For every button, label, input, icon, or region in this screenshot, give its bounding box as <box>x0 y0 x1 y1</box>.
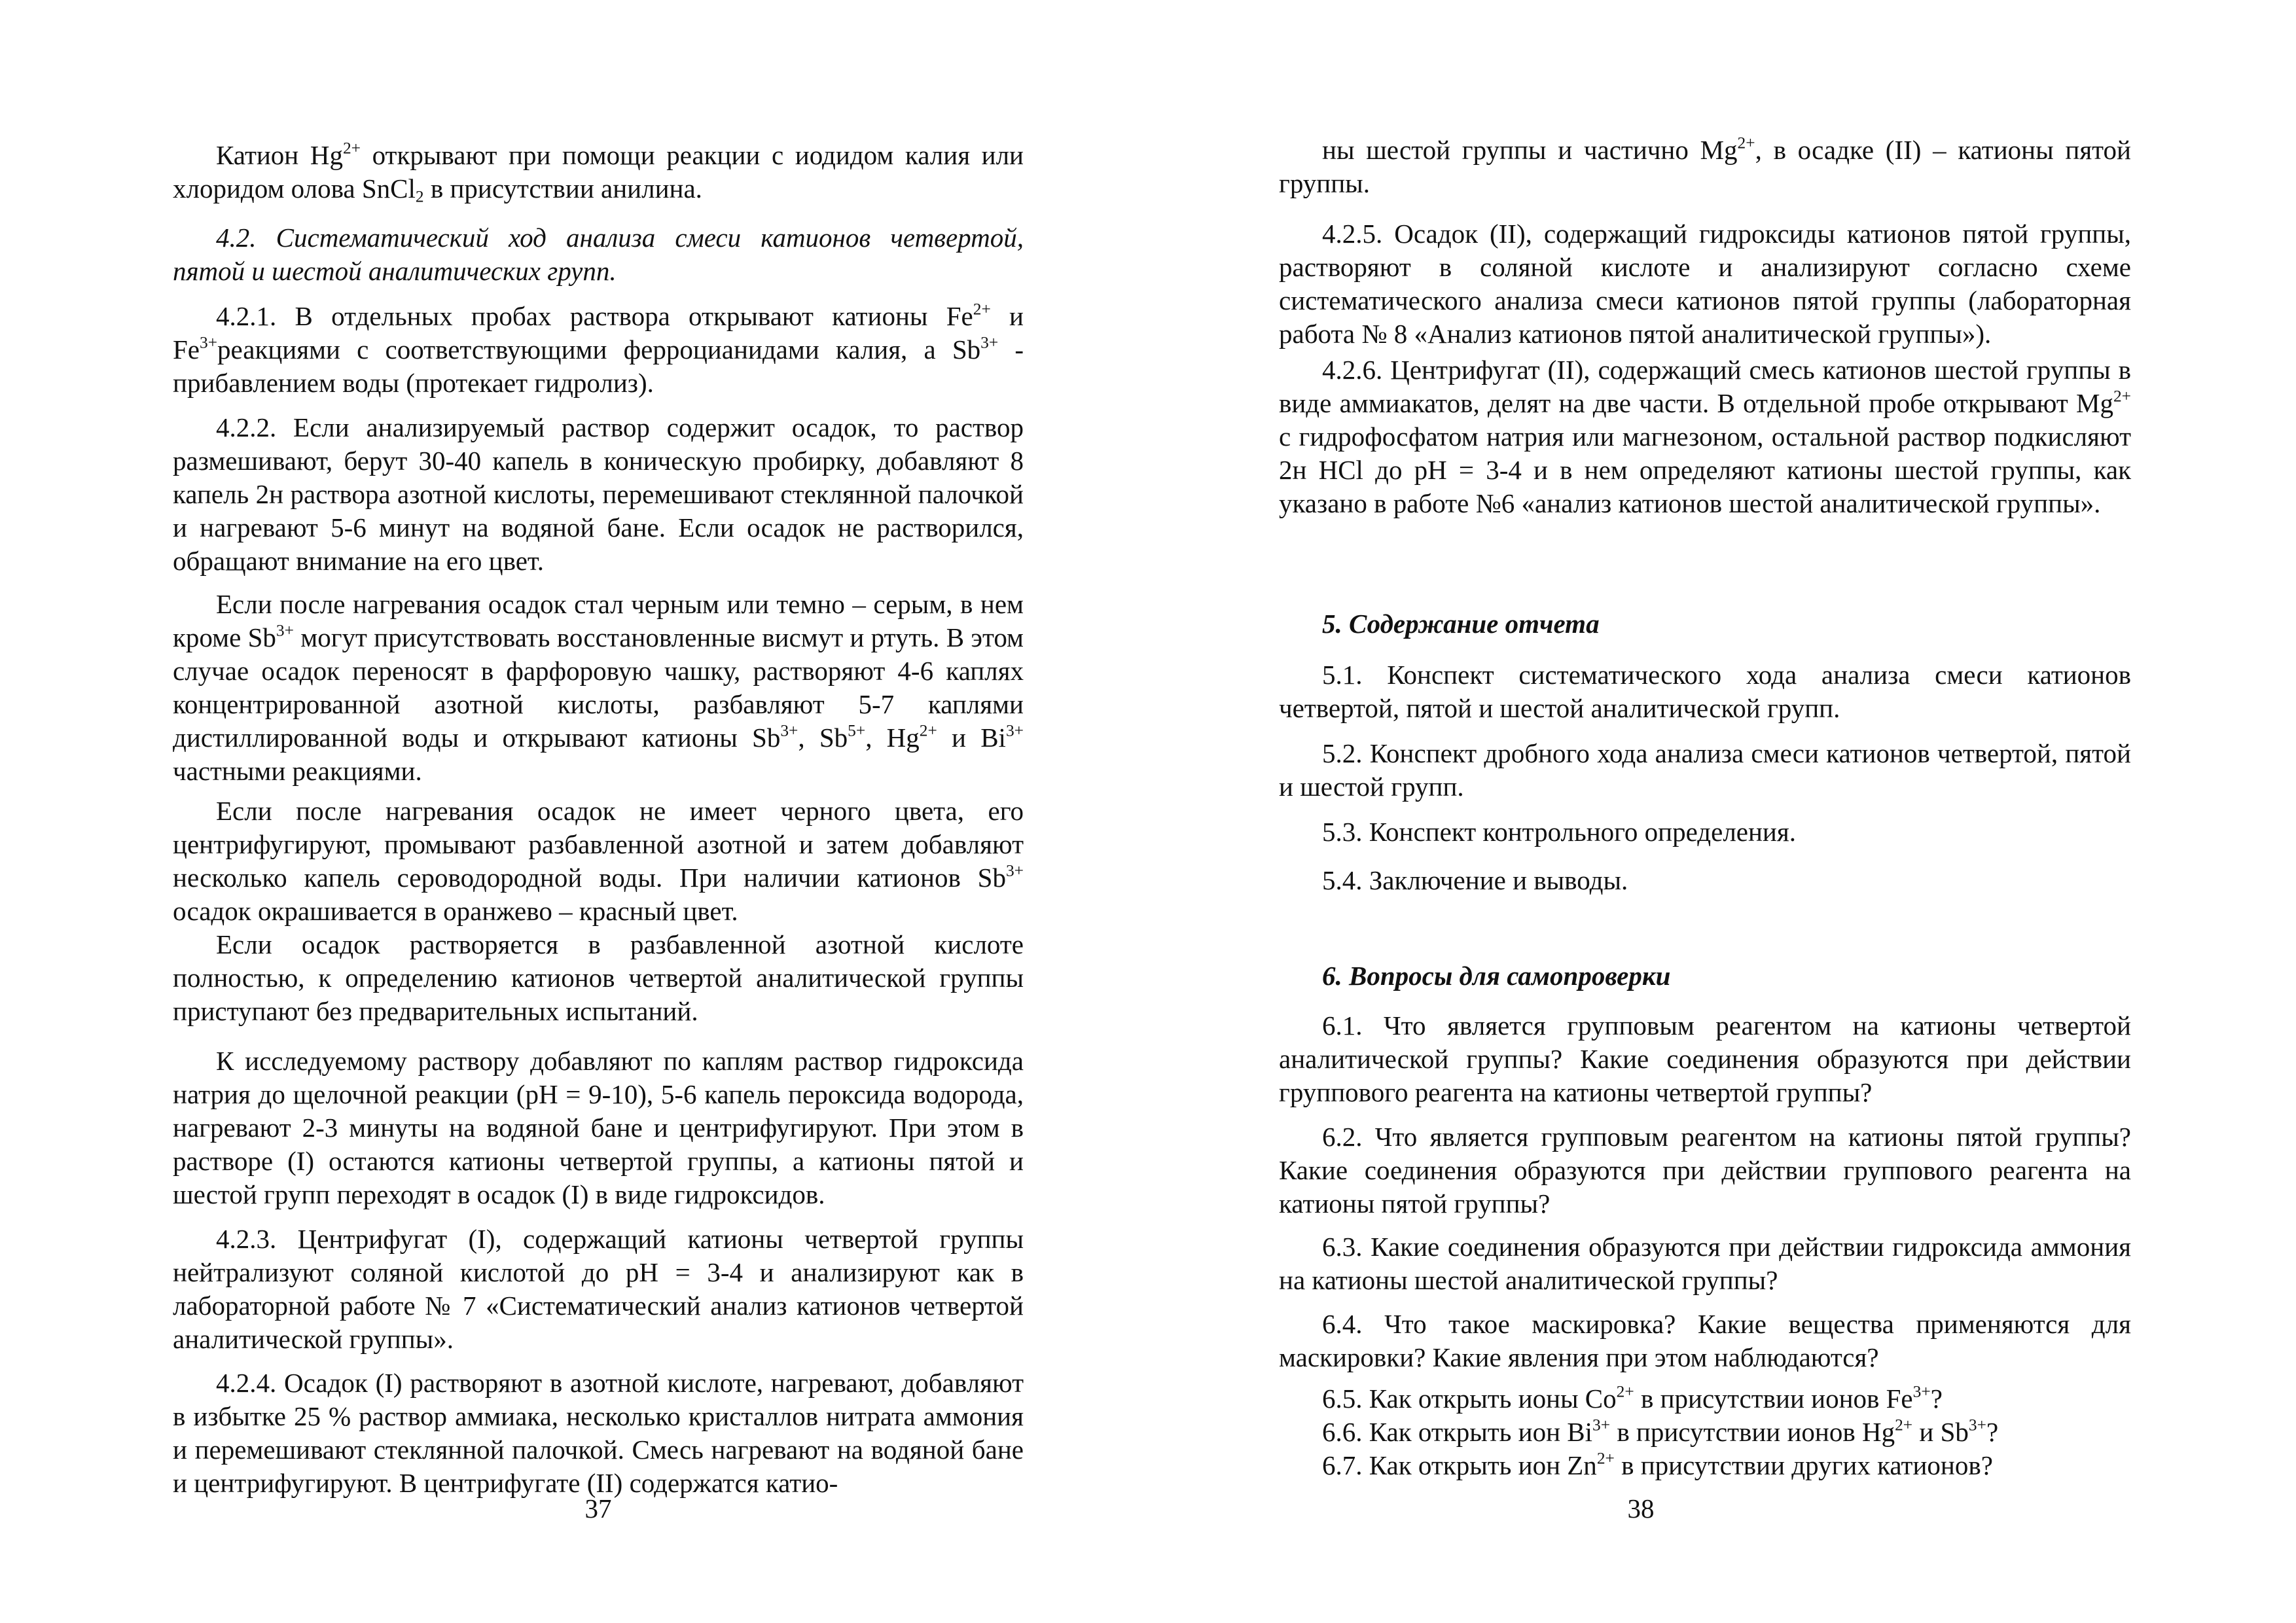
paragraph-fully-dissolved: Если осадок растворяется в разбавленной азотной кислоте полностью, к определению катионов четвертой аналитической группы приступают без предварительных испытаний. <box>173 929 1024 1026</box>
right-page <box>1148 0 2296 1623</box>
page-number: 37 <box>584 1493 612 1524</box>
question-6-3: 6.3. Какие соединения образуются при действии гидроксида аммония на катионы шестой аналитической группы? <box>1279 1232 2131 1295</box>
question-6-6: 6.6. Как открыть ион $Bi^{3+}$ в присутствии ионов $Hg^{2+}$ и $Sb^{3+}$? <box>1322 1416 1999 1447</box>
paragraph-4-2-6: 4.2.6. Центрифугат (II), содержащий смесь катионов шестой группы в виде аммиакатов, делят на две части. В отдельной пробе открывают $Mg^{2+}$ с гидрофосфатом натрия или магнезоном, остальной раствор подкисляют 2н HCl до pH = 3-4 и в нем определяют катионы шестой группы, как указано в работе №6 «анализ катионов шестой аналитической группы». <box>1279 355 2131 518</box>
page-number: 38 <box>1627 1493 1655 1524</box>
paragraph-dark-precipitate: Если после нагревания осадок стал черным или темно – серым, в нем кроме $Sb^{3+}$ могут присутствовать восстановленные висмут и ртуть. В этом случае осадок переносят в фарфоровую чашку, растворяют 4-6 каплях концентрированной азотной кислоты, разбавляют 5-7 каплями дистиллированной воды и открывают катионы $Sb^{3+}$, $Sb^{5+}$, $Hg^{2+}$ и $Bi^{3+}$ частными реакциями. <box>173 589 1024 786</box>
paragraph-mercury-detection: Катион $Hg^{2+}$ открывают при помощи реакции с иодидом калия или хлоридом олова SnCl$_2$ в присутствии анилина. <box>173 139 1024 206</box>
report-item-5-1: 5.1. Конспект систематического хода анализа смеси катионов четвертой, пятой и шестой аналитической групп. <box>1279 660 2131 723</box>
paragraph-4-2-1: 4.2.1. В отдельных пробах раствора открывают катионы $Fe^{2+}$ и $Fe^{3+}реакциями$ с соответствующими ферроцианидами калия, а $Sb^{3+}$ - прибавлением воды (протекает гидролиз). <box>173 300 1024 398</box>
paragraph-4-2-2: 4.2.2. Если анализируемый раствор содержит осадок, то раствор размешивают, берут 30-40 капель в коническую пробирку, добавляют 8 капель 2н раствора азотной кислоты, перемешивают стеклянной палочкой и нагревают 5-6 минут на водяной бане. Если осадок не растворился, обращают внимание на его цвет. <box>173 412 1024 576</box>
paragraph-4-2-4: 4.2.4. Осадок (I) растворяют в азотной кислоте, нагревают, добавляют в избытке 25 % раствор аммиака, несколько кристаллов нитрата аммония и перемешивают стеклянной палочкой. Смесь нагревают на водяной бане и центрифугируют. В центрифугате (II) содержатся катио- <box>173 1368 1024 1498</box>
question-6-5: 6.5. Как открыть ионы $Co^{2+}$ в присутствии ионов $Fe^{3+}$? <box>1322 1382 1943 1414</box>
section-heading-6: 6. Вопросы для самопроверки <box>1322 961 1671 991</box>
question-6-2: 6.2. Что является групповым реагентом на катионы пятой группы? Какие соединения образуются при действии группового реагента на катионы пятой группы? <box>1279 1122 2131 1219</box>
question-6-7: 6.7. Как открыть ион $Zn^{2+}$ в присутствии других катионов? <box>1322 1449 1993 1480</box>
paragraph-4-2-3: 4.2.3. Центрифугат (I), содержащий катионы четвертой группы нейтрализуют соляной кислотой до pH = 3-4 и анализируют как в лабораторной работе № 7 «Систематический анализ катионов четвертой аналитической группы». <box>173 1224 1024 1354</box>
section-heading-4-2: 4.2. Систематический ход анализа смеси катионов четвертой, пятой и шестой аналитических групп. <box>173 223 1024 286</box>
question-6-1: 6.1. Что является групповым реагентом на катионы четвертой аналитической группы? Какие соединения образуются при действии группового реагента на катионы четвертой группы? <box>1279 1010 2131 1107</box>
paragraph-continuation: ны шестой группы и частично $Mg^{2+}$, в осадке (II) – катионы пятой группы. <box>1279 134 2131 198</box>
report-item-5-3: 5.3. Конспект контрольного определения. <box>1322 817 1796 847</box>
paragraph-sodium-hydroxide: К исследуемому раствору добавляют по каплям раствор гидроксида натрия до щелочной реакции (pH = 9-10), 5-6 капель пероксида водорода, нагревают 2-3 минуты на водяной бане и центрифугируют. При этом в растворе (I) остаются катионы четвертой группы, а катионы пятой и шестой групп переходят в осадок (I) в виде гидроксидов. <box>173 1046 1024 1209</box>
section-heading-5: 5. Содержание отчета <box>1322 609 1600 639</box>
paragraph-4-2-5: 4.2.5. Осадок (II), содержащий гидроксиды катионов пятой группы, растворяют в соляной кислоте и анализируют согласно схеме систематического анализа смеси катионов пятой группы (лабораторная работа № 8 «Анализ катионов пятой аналитической группы»). <box>1279 219 2131 349</box>
report-item-5-2: 5.2. Конспект дробного хода анализа смеси катионов четвертой, пятой и шестой групп. <box>1279 738 2131 802</box>
question-6-4: 6.4. Что такое маскировка? Какие вещества применяются для маскировки? Какие явления при этом наблюдаются? <box>1279 1309 2131 1372</box>
report-item-5-4: 5.4. Заключение и выводы. <box>1322 865 1628 895</box>
paragraph-non-black-precipitate: Если после нагревания осадок не имеет черного цвета, его центрифугируют, промывают разбавленной азотной и затем добавляют несколько капель сероводородной воды. При наличии катионов $Sb^{3+}$ осадок окрашивается в оранжево – красный цвет. <box>173 796 1024 926</box>
